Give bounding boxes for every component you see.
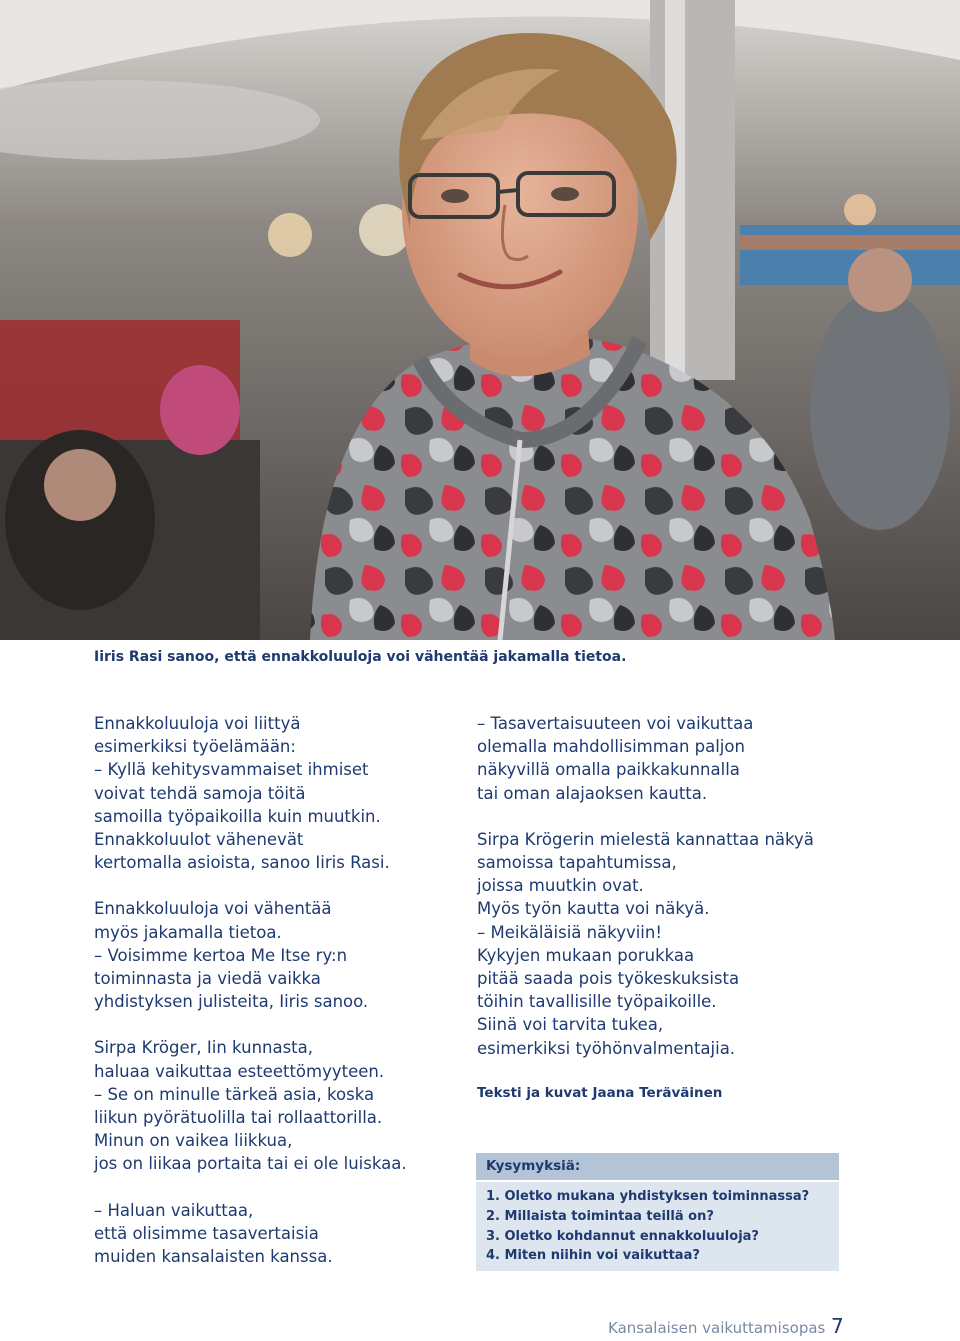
text-line: olemalla mahdollisimman paljon — [477, 737, 745, 757]
text-line: Ennakkoluuloja voi vähentää — [94, 899, 332, 919]
paragraph — [94, 897, 454, 1013]
left-column — [94, 712, 454, 1291]
question-item: 1. Oletko mukana yhdistyksen toiminnassa? — [486, 1189, 810, 1204]
text-line: – Haluan vaikuttaa, — [94, 1200, 254, 1220]
paragraph — [94, 1199, 454, 1269]
paragraph — [94, 712, 454, 874]
text-line: Sirpa Krögerin mielestä kannattaa näkyä — [477, 829, 814, 849]
text-line: yhdistyksen julisteita, Iiris sanoo. — [94, 992, 369, 1012]
footer-title: Kansalaisen vaikuttamisopas — [608, 1319, 826, 1337]
text-line: liikun pyörätuolilla tai rollaattorilla. — [94, 1108, 383, 1128]
questions-list — [476, 1182, 839, 1266]
question-item: 3. Oletko kohdannut ennakkoluuloja? — [486, 1228, 759, 1244]
question-item: 4. Miten niihin voi vaikuttaa? — [486, 1248, 700, 1264]
text-line: – Se on minulle tärkeä asia, koska — [94, 1084, 375, 1104]
text-line: että olisimme tasavertaisia — [94, 1223, 319, 1243]
text-line: Ennakkoluuloja voi liittyä — [94, 714, 301, 733]
text-line: – Meikäläisiä näkyviin! — [477, 922, 662, 942]
text-line: Ennakkoluulot vähenevät — [94, 830, 304, 850]
text-line: samoissa tapahtumissa, — [477, 853, 677, 873]
right-column — [477, 712, 857, 1103]
text-line: Siinä voi tarvita tukea, — [477, 1015, 664, 1035]
text-line: myös jakamalla tietoa. — [94, 922, 282, 942]
portrait-illustration — [0, 0, 960, 640]
text-line: – Tasavertaisuuteen voi vaikuttaa — [477, 714, 754, 733]
text-line: jos on liikaa portaita tai ei ole luiskaa. — [94, 1154, 407, 1174]
questions-header: Kysymyksiä: — [476, 1153, 839, 1182]
text-line: toiminnasta ja viedä vaikka — [94, 969, 321, 989]
text-line: näkyvillä omalla paikkakunnalla — [477, 760, 740, 780]
paragraph — [94, 1036, 454, 1175]
portrait-photo — [0, 0, 960, 640]
text-line: Myös työn kautta voi näkyä. — [477, 899, 710, 919]
page-number: 7 — [831, 1314, 844, 1338]
text-line: kertomalla asioista, sanoo Iiris Rasi. — [94, 853, 390, 873]
text-line: tai oman alajaoksen kautta. — [477, 783, 708, 803]
text-line: töihin tavallisille työpaikoille. — [477, 992, 717, 1012]
paragraph — [477, 712, 857, 805]
text-line: voivat tehdä samoja töitä — [94, 783, 306, 803]
question-item: 2. Millaista toimintaa teillä on? — [486, 1208, 714, 1224]
text-line: esimerkiksi työhönvalmentajia. — [477, 1038, 736, 1058]
questions-box — [476, 1153, 839, 1271]
text-line: esimerkiksi työelämään: — [94, 737, 296, 757]
paragraph — [477, 828, 857, 1060]
author-credit: Teksti ja kuvat Jaana Teräväinen — [477, 1084, 723, 1101]
text-line: pitää saada pois työkeskuksista — [477, 969, 740, 989]
text-line: muiden kansalaisten kanssa. — [94, 1247, 333, 1267]
text-line: – Voisimme kertoa Me Itse ry:n — [94, 945, 348, 965]
text-line: Kykyjen mukaan porukkaa — [477, 945, 695, 965]
photo-caption: Iiris Rasi sanoo, että ennakkoluuloja voi vähentää jakamalla tietoa. — [94, 649, 627, 665]
text-line: joissa muutkin ovat. — [477, 876, 644, 896]
text-line: haluaa vaikuttaa esteettömyyteen. — [94, 1061, 385, 1081]
text-line: Minun on vaikea liikkua, — [94, 1131, 293, 1151]
text-line: Sirpa Kröger, Iin kunnasta, — [94, 1038, 314, 1058]
text-line: samoilla työpaikoilla kuin muutkin. — [94, 806, 381, 826]
text-line: – Kyllä kehitysvammaiset ihmiset — [94, 760, 369, 780]
